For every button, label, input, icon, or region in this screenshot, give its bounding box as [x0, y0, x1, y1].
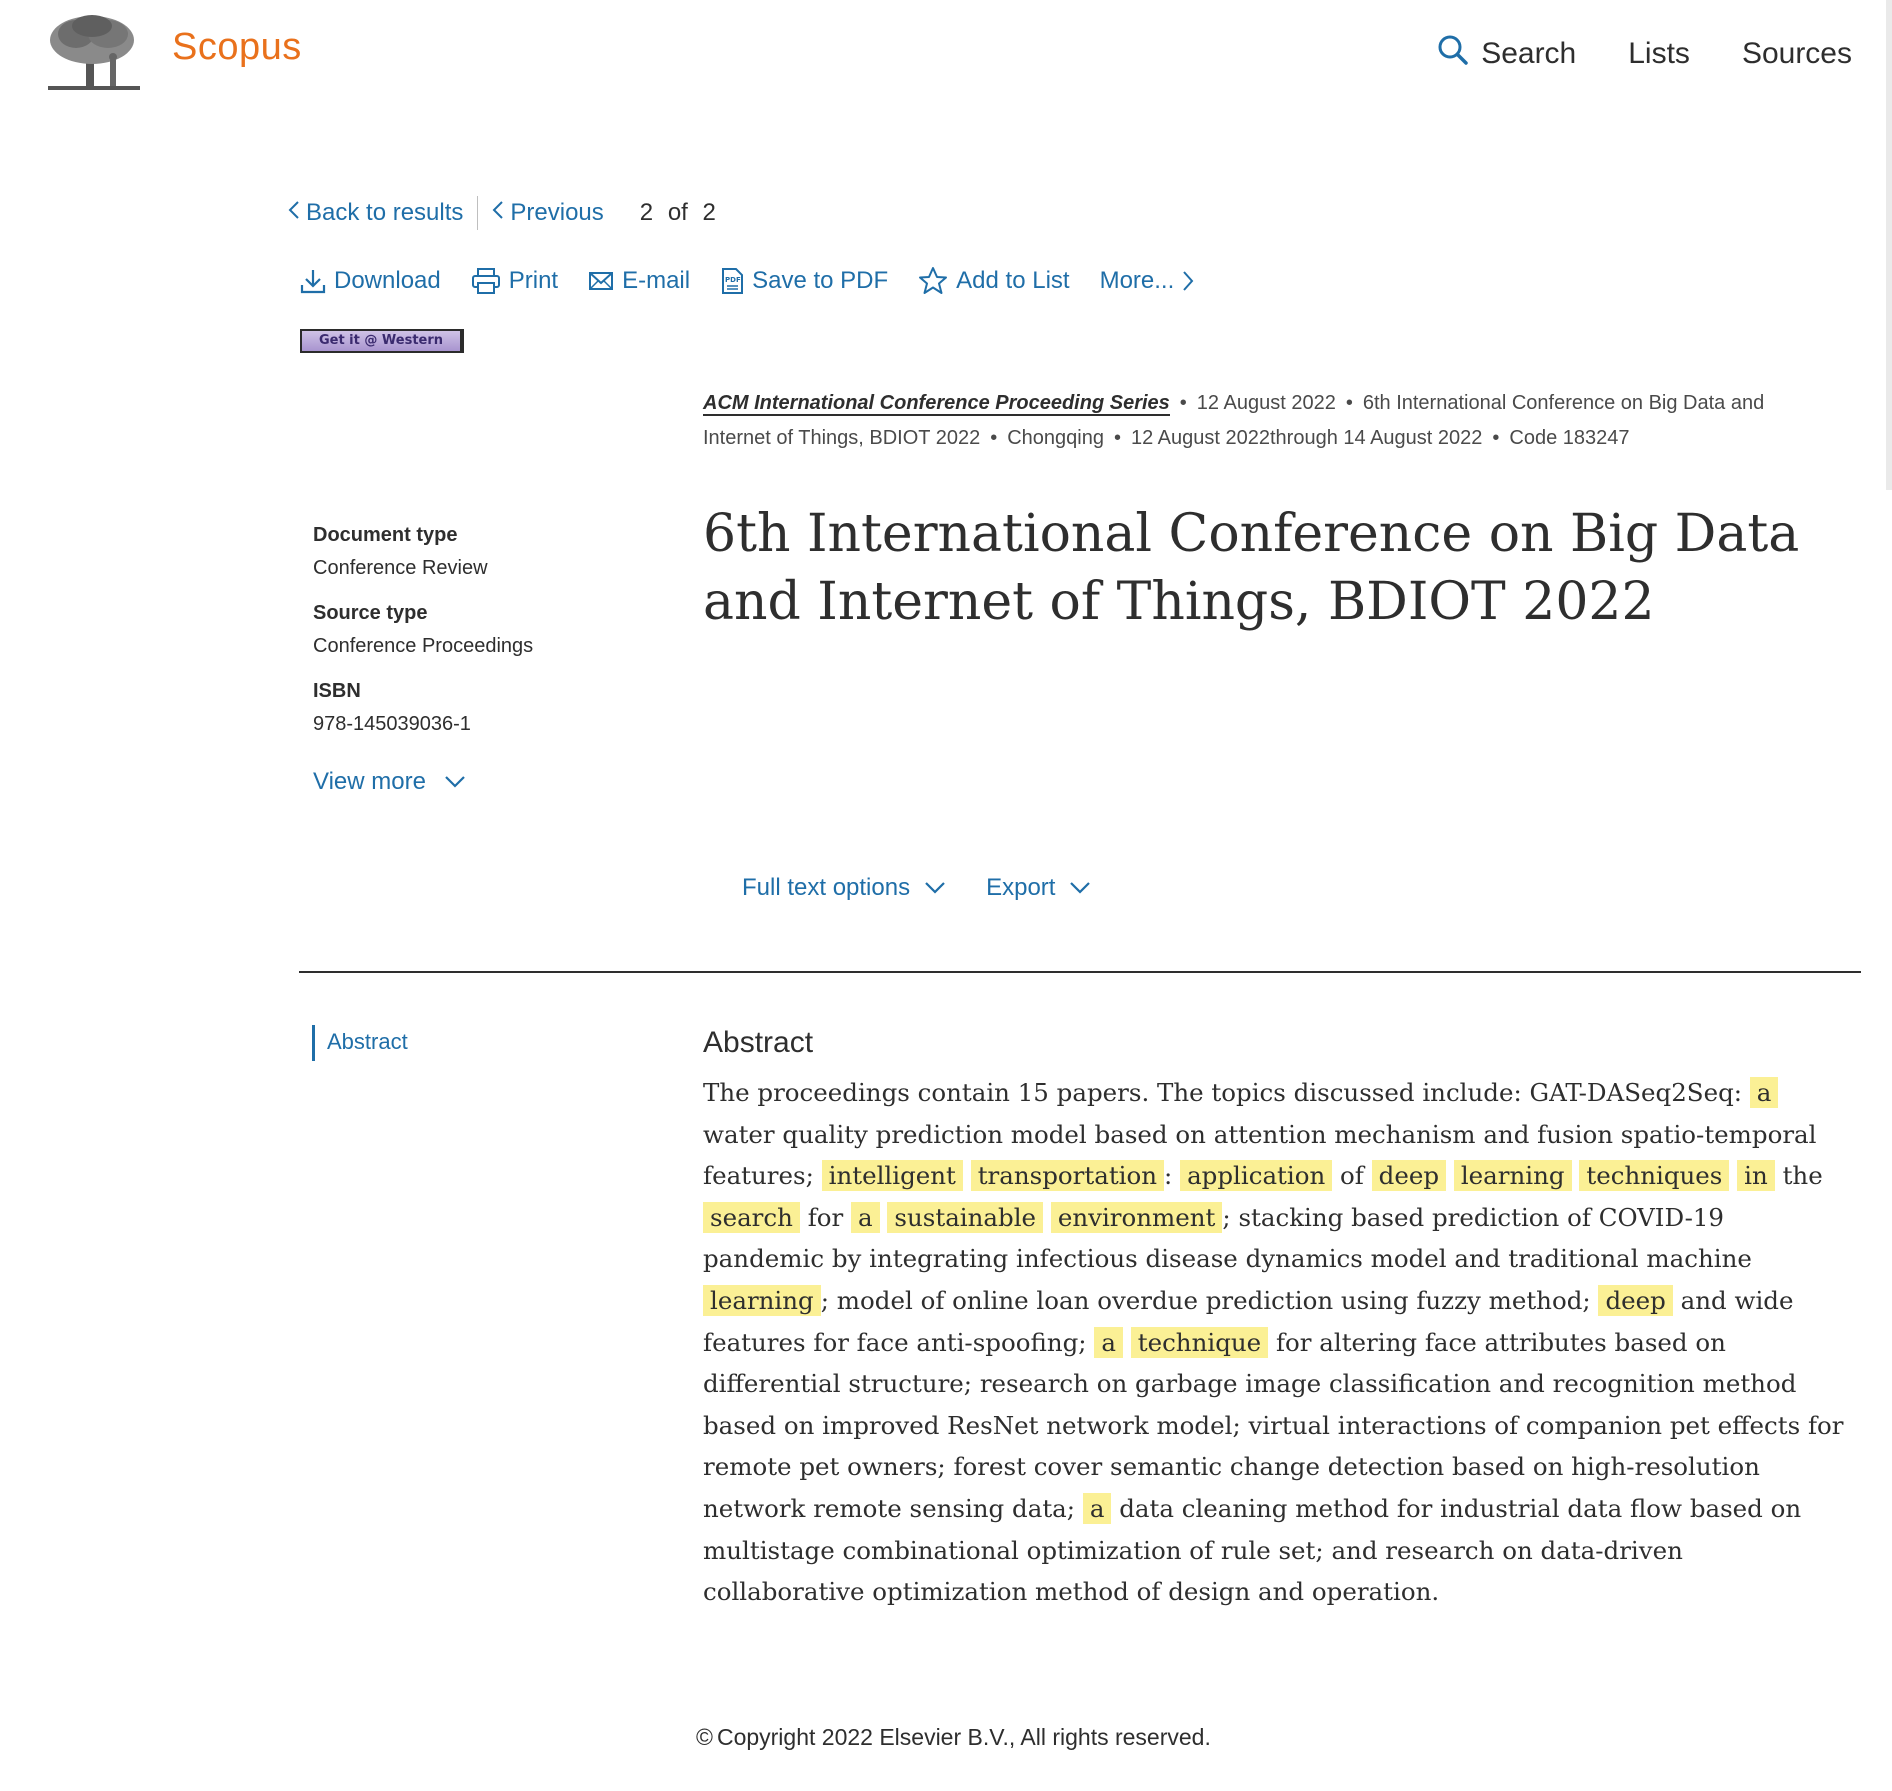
- source-location: Chongqing: [1007, 427, 1104, 449]
- chevron-down-icon: [1069, 874, 1091, 902]
- highlighted-term: technique: [1131, 1327, 1268, 1358]
- highlighted-term: learning: [703, 1285, 821, 1316]
- star-icon: [918, 266, 948, 296]
- abstract-segment: [963, 1161, 971, 1190]
- abstract-heading: Abstract: [703, 1026, 814, 1059]
- full-text-options-dropdown[interactable]: [742, 874, 946, 902]
- source-code: Code 183247: [1509, 427, 1630, 449]
- abstract-segment: and wide features for face anti-spoofing;: [703, 1285, 1794, 1357]
- chevron-left-icon: [492, 199, 504, 227]
- source-series-link[interactable]: ACM International Conference Proceeding Series: [703, 392, 1170, 414]
- nav-lists-label: Lists: [1628, 37, 1690, 70]
- abstract-segment: water quality prediction model based on attention mechanism and fusion spatio-temporal features;: [703, 1119, 1817, 1191]
- more-button[interactable]: [1100, 267, 1195, 295]
- nav-divider: [477, 196, 478, 230]
- envelope-icon: [588, 270, 614, 292]
- abstract-segment: for: [799, 1202, 852, 1232]
- highlighted-term: deep: [1372, 1160, 1446, 1191]
- document-actions: [742, 874, 1091, 902]
- meta-separator: •: [1492, 427, 1500, 449]
- abstract-segment: [1446, 1161, 1454, 1190]
- back-to-results-link[interactable]: [288, 199, 463, 227]
- source-type-label: Source type: [313, 602, 428, 624]
- highlighted-term: environment: [1051, 1202, 1223, 1233]
- results-navigation: [288, 196, 720, 230]
- highlighted-term: a: [1083, 1493, 1112, 1524]
- download-button[interactable]: [300, 267, 441, 295]
- back-to-results-label: Back to results: [306, 199, 464, 226]
- highlighted-term: a: [851, 1202, 880, 1233]
- nav-sources[interactable]: [1742, 37, 1852, 71]
- copyright-text: Copyright 2022 Elsevier B.V., All rights reserved.: [716, 1724, 1211, 1750]
- meta-separator: •: [1179, 392, 1187, 414]
- source-type-value: Conference Proceedings: [313, 635, 534, 657]
- full-text-options-label: Full text options: [742, 874, 911, 901]
- add-to-list-label: Add to List: [956, 267, 1070, 294]
- sidenav-abstract-link[interactable]: Abstract: [312, 1025, 408, 1061]
- view-more-label: View more: [313, 768, 426, 795]
- abstract-segment: [1729, 1161, 1737, 1190]
- meta-separator: •: [990, 427, 998, 449]
- get-it-western-button[interactable]: Get it @ Western: [300, 329, 462, 353]
- highlighted-term: a: [1094, 1327, 1123, 1358]
- download-label: Download: [334, 267, 441, 294]
- source-metadata: [703, 386, 1823, 456]
- email-label: E-mail: [622, 267, 691, 294]
- chevron-right-icon: [1182, 270, 1194, 292]
- copyright-icon: ©: [696, 1724, 713, 1750]
- source-date: 12 August 2022: [1196, 392, 1336, 414]
- abstract-text: [703, 1072, 1845, 1613]
- chevron-left-icon: [288, 199, 300, 227]
- document-toolbar: [300, 266, 1194, 296]
- more-label: More...: [1099, 267, 1175, 294]
- svg-text:PDF: PDF: [725, 276, 741, 284]
- highlighted-term: deep: [1598, 1285, 1672, 1316]
- elsevier-logo[interactable]: [46, 12, 142, 92]
- abstract-segment: data cleaning method for industrial data flow based on multistage combinational optimization of rule set; and research on data-driven collaborative optimization method of design and operation.: [703, 1493, 1802, 1607]
- abstract-segment: the: [1774, 1161, 1823, 1191]
- scrollbar[interactable]: [1886, 0, 1892, 490]
- result-total: 2: [702, 199, 716, 226]
- highlighted-term: search: [703, 1202, 800, 1233]
- previous-label: Previous: [510, 199, 604, 226]
- email-button[interactable]: [588, 267, 690, 295]
- save-to-pdf-label: Save to PDF: [752, 267, 889, 294]
- meta-separator: •: [1345, 392, 1353, 414]
- abstract-segment: The proceedings contain 15 papers. The topics discussed include: GAT-DASeq2Seq:: [703, 1078, 1750, 1107]
- chevron-down-icon: [444, 768, 466, 796]
- document-title: 6th International Conference on Big Data and Internet of Things, BDIOT 2022: [703, 504, 1800, 632]
- source-date-range: 12 August 2022through 14 August 2022: [1130, 427, 1483, 449]
- meta-separator: •: [1113, 427, 1121, 449]
- scopus-brand[interactable]: Scopus: [172, 26, 302, 68]
- abstract-segment: [1123, 1328, 1131, 1357]
- highlighted-term: application: [1180, 1160, 1332, 1191]
- highlighted-term: techniques: [1579, 1160, 1729, 1191]
- print-button[interactable]: [471, 267, 558, 295]
- export-label: Export: [986, 874, 1056, 901]
- result-position: [636, 199, 720, 227]
- highlighted-term: intelligent: [822, 1160, 963, 1191]
- abstract-segment: ; model of online loan overdue prediction using fuzzy method;: [820, 1285, 1599, 1315]
- search-icon: [1437, 34, 1469, 74]
- save-to-pdf-button[interactable]: [720, 267, 888, 295]
- abstract-segment: [1043, 1203, 1051, 1232]
- download-icon: [300, 268, 326, 294]
- highlighted-term: sustainable: [887, 1202, 1043, 1233]
- nav-sources-label: Sources: [1741, 37, 1852, 70]
- highlighted-term: learning: [1454, 1160, 1572, 1191]
- section-divider: [299, 971, 1861, 973]
- highlighted-term: transportation: [971, 1160, 1164, 1191]
- copyright-notice: [696, 1724, 1211, 1751]
- document-type-label: Document type: [313, 524, 458, 546]
- nav-search[interactable]: [1437, 34, 1576, 74]
- export-dropdown[interactable]: [986, 874, 1091, 902]
- nav-search-label: Search: [1481, 37, 1577, 70]
- add-to-list-button[interactable]: [918, 266, 1069, 296]
- document-info: [313, 524, 613, 758]
- get-it-divider: [462, 329, 464, 353]
- abstract-segment: of: [1332, 1161, 1372, 1191]
- view-more-button[interactable]: [313, 768, 466, 796]
- highlighted-term: in: [1737, 1160, 1775, 1191]
- pdf-icon: [720, 267, 744, 295]
- top-navigation: [1437, 34, 1852, 74]
- result-current: 2: [639, 199, 654, 226]
- nav-lists[interactable]: [1628, 37, 1690, 71]
- isbn-value: 978-145039036-1: [313, 713, 471, 735]
- chevron-down-icon: [924, 874, 946, 902]
- printer-icon: [471, 267, 501, 295]
- previous-link[interactable]: [492, 199, 603, 227]
- abstract-segment: for altering face attributes based on differential structure; research on garbage image classification and recognition method based on improved ResNet network model; virtual interactions of companion pet effects for remote pet owners; forest cover semantic change detection based on high-resolution network remote sensing data;: [703, 1327, 1844, 1523]
- isbn-label: ISBN: [313, 680, 361, 702]
- source-conference: 6th International Conference on Big Data and Internet of Things, BDIOT 2022: [703, 392, 1765, 449]
- abstract-segment: :: [1164, 1161, 1181, 1191]
- highlighted-term: a: [1750, 1077, 1779, 1108]
- result-of: of: [667, 199, 688, 226]
- print-label: Print: [508, 267, 559, 294]
- document-type-value: Conference Review: [313, 557, 488, 579]
- abstract-segment: ; stacking based prediction of COVID-19 pandemic by integrating infectious disease dynamics model and traditional machine: [703, 1202, 1752, 1274]
